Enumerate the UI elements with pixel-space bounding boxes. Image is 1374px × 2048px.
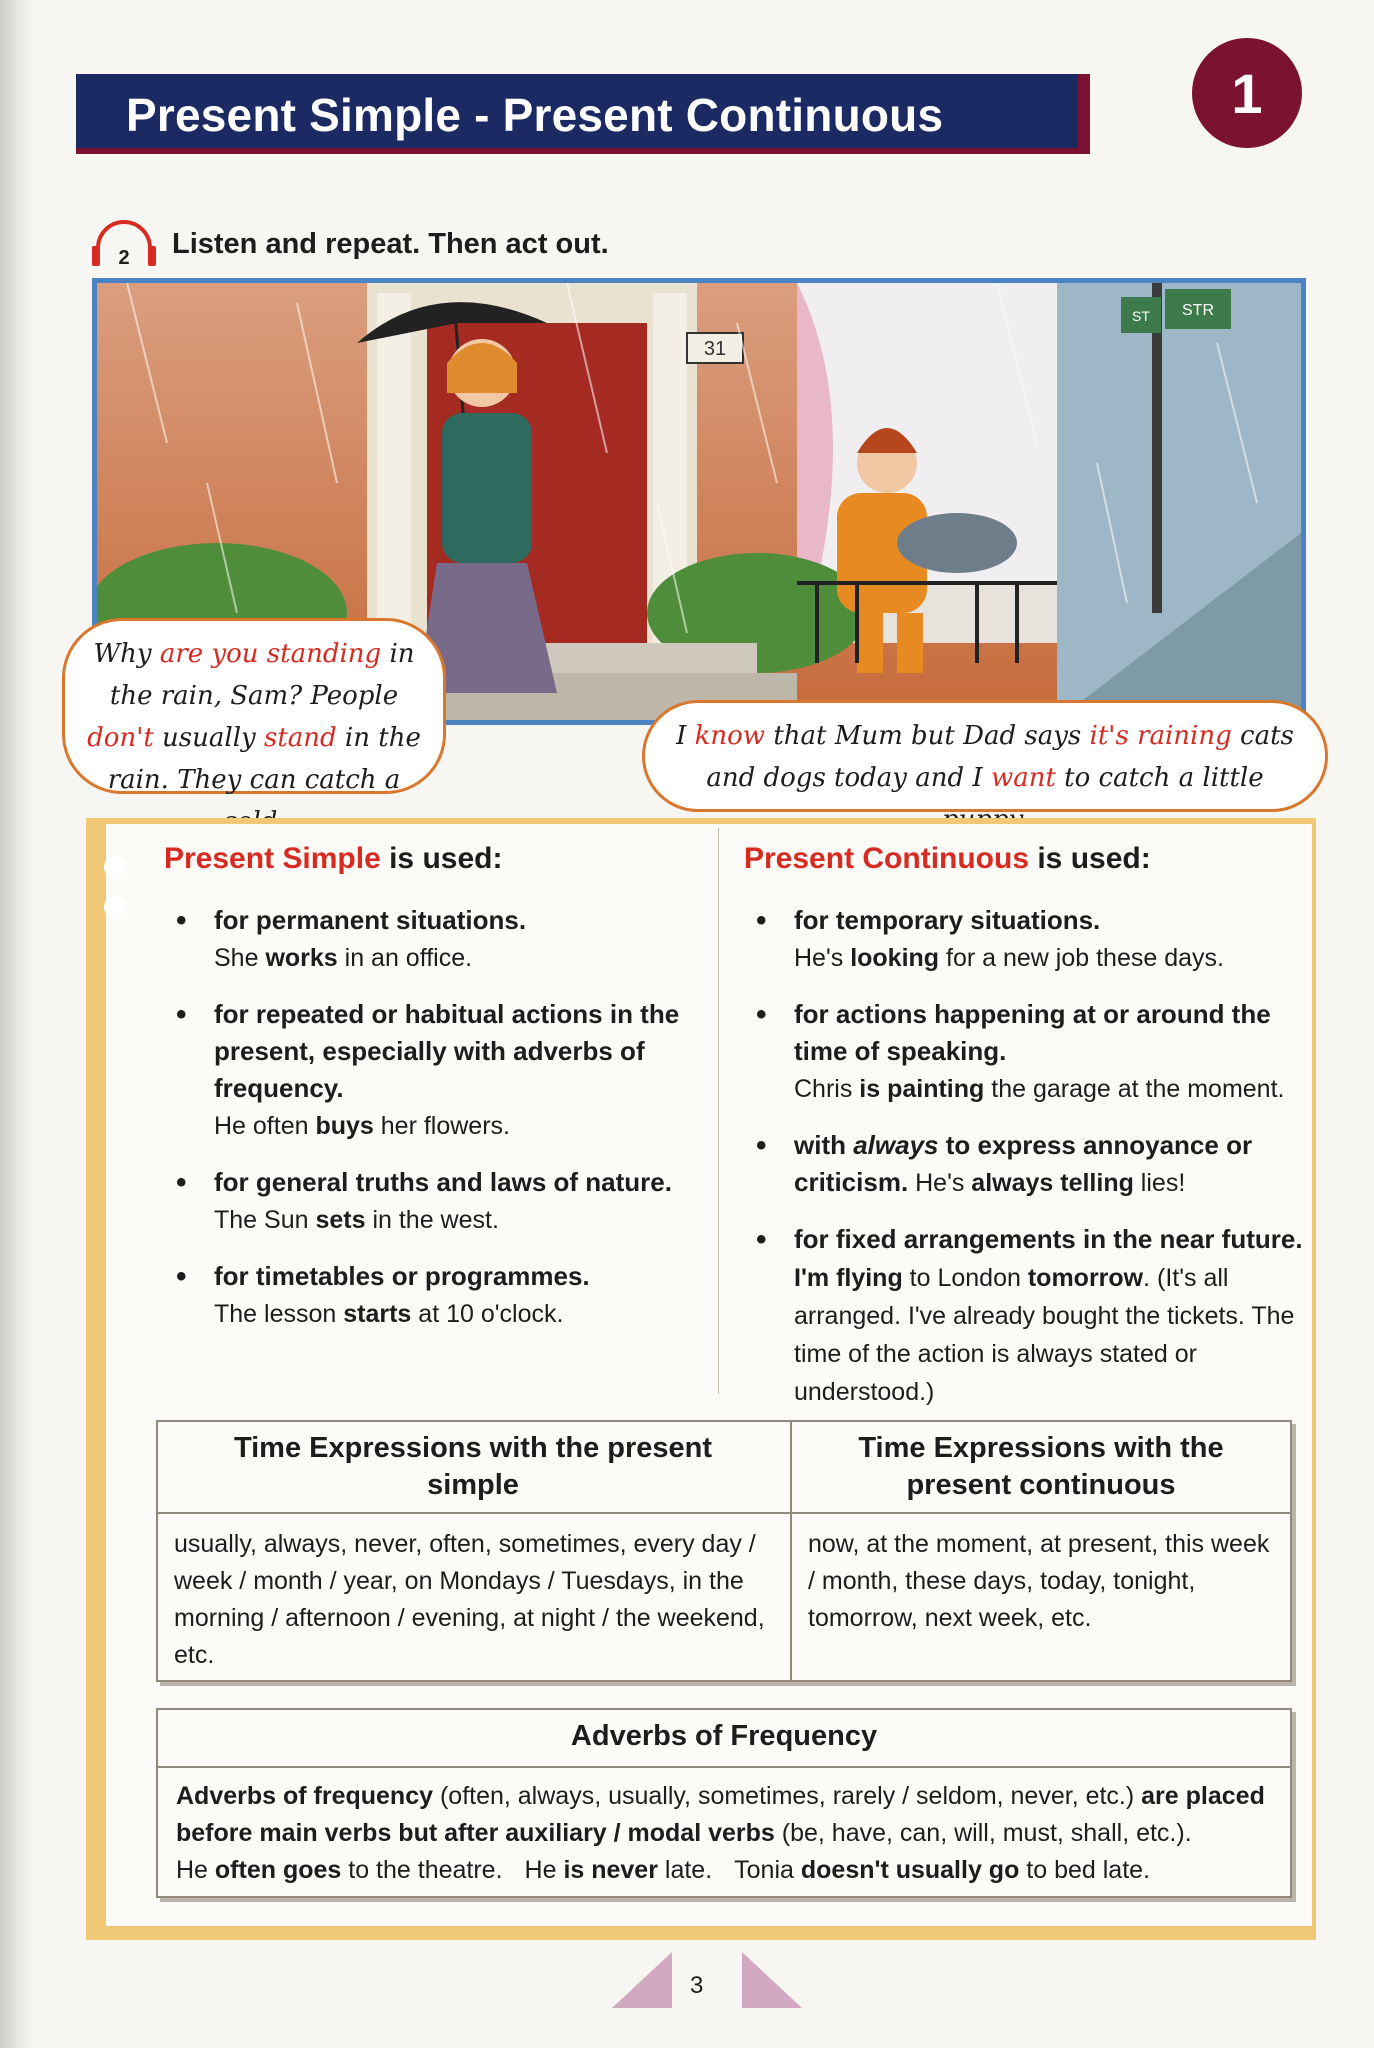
street-sign-left: ST: [1132, 308, 1150, 324]
list-item: • for general truths and laws of nature. The Sun sets in the west.: [164, 1164, 712, 1239]
book-spine-shadow: [0, 0, 34, 2048]
speech-bubble-mum: Why are you standing in the rain, Sam? People don't usually stand in the rain. They can catch a: [62, 618, 446, 794]
list-item: • with always to express annoyance or criticism. He's always telling lies!: [744, 1127, 1304, 1202]
house-number: 31: [703, 338, 727, 360]
time-expressions-continuous-heading: Time Expressions with the present continuous: [858, 1432, 1224, 1501]
adverbs-title: Adverbs of Frequency: [570, 1720, 878, 1752]
time-expressions-continuous-text: now, at the moment, at present, this week / month, these days, today, tonight, tomorrow, next week, etc.: [808, 1530, 1270, 1632]
present-simple-column: [164, 842, 712, 1352]
time-expressions-simple-heading: Time Expressions with the present simple: [233, 1432, 713, 1501]
page-left-triangle-icon: [612, 1952, 672, 2008]
list-item: • for temporary situations. He's looking for a new job these days.: [744, 902, 1304, 977]
page-title: Present Simple - Present Continuous: [126, 89, 944, 141]
page-number: 3: [690, 1972, 704, 1999]
binder-hole: [104, 856, 126, 878]
present-simple-heading: Present Simple is used:: [164, 842, 503, 875]
list-item: • for fixed arrangements in the near future. I'm flying to London tomorrow. (It's all arranged. I've already bought the tickets. The time of the action is always stated or understood.): [744, 1221, 1304, 1411]
title-bar: [76, 74, 1090, 154]
list-item: • for repeated or habitual actions in the present, especially with adverbs of frequency. He often buys her flowers.: [164, 996, 712, 1145]
speech-bubble-sam: I know that Mum but Dad says it's raining cats and dogs today and I want to catch a little: [642, 700, 1328, 812]
unit-number-badge: 1: [1192, 38, 1302, 148]
audio-track-number: 2: [118, 247, 130, 268]
page-right-triangle-icon: [742, 1952, 802, 2008]
binder-hole: [104, 896, 126, 918]
present-continuous-uses: [744, 902, 1304, 1411]
adverbs-of-frequency-box: [156, 1708, 1292, 1898]
list-item: • for timetables or programmes. The lesson starts at 10 o'clock.: [164, 1258, 712, 1333]
street-sign-right: STR: [1182, 302, 1214, 319]
instruction: Listen and repeat. Then act out.: [172, 228, 609, 260]
present-continuous-column: [744, 842, 1304, 1430]
present-simple-uses: [164, 902, 712, 1333]
time-expressions-simple-text: usually, always, never, often, sometimes, every day / week / month / year, on Mondays / Tuesdays, in the morning / afternoon / evening, at night / the weekend, etc.: [174, 1530, 765, 1669]
adverbs-text: Adverbs of frequency (often, always, usually, sometimes, rarely / seldom, never, etc.) are placed before main verbs but after auxiliary / modal verbs (be, have, can, will, must, shall, etc.). He often goes to the theatre. He is never late. Tonia doesn't usually go to bed late.: [176, 1782, 1265, 1884]
headphones-icon[interactable]: [88, 208, 160, 268]
column-divider: [718, 828, 719, 1394]
present-continuous-heading: Present Continuous is used:: [744, 842, 1151, 875]
time-expressions-table: [156, 1420, 1292, 1682]
list-item: • for permanent situations. She works in an office.: [164, 902, 712, 977]
list-item: • for actions happening at or around the time of speaking. Chris is painting the garage at the moment.: [744, 996, 1304, 1108]
